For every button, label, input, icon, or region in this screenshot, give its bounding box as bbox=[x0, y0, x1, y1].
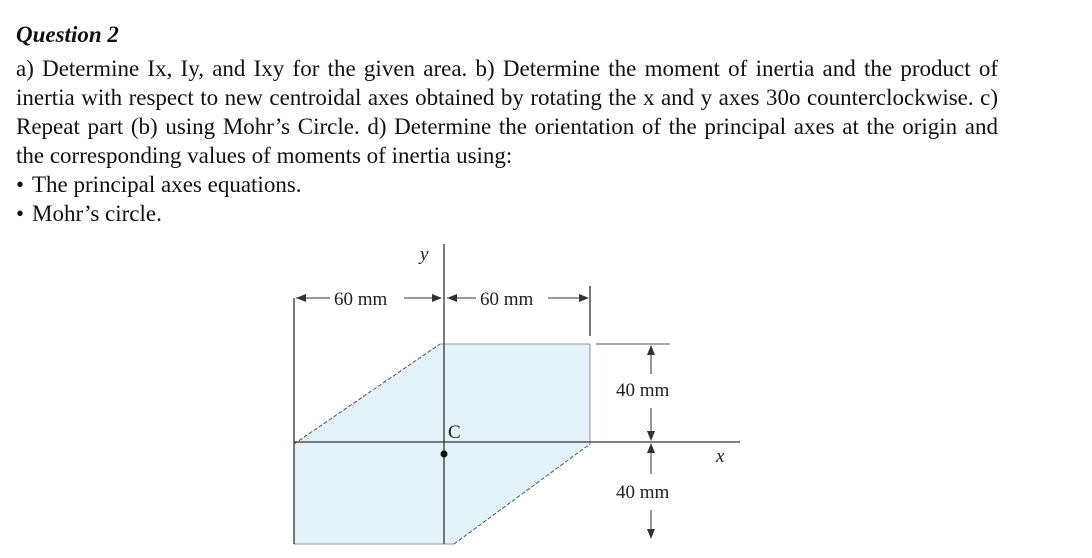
arrow-up-icon bbox=[647, 443, 655, 453]
parallelogram-area bbox=[294, 344, 590, 544]
dim-left-label: 60 mm bbox=[334, 289, 388, 310]
dim-upper-label: 40 mm bbox=[616, 380, 670, 401]
bullet-text: The principal axes equations. bbox=[32, 172, 302, 197]
bullet-icon: • bbox=[16, 172, 25, 197]
parallelogram-figure bbox=[280, 238, 740, 558]
dim-right-label: 60 mm bbox=[480, 289, 534, 310]
arrow-right-icon bbox=[579, 294, 589, 302]
question-title: Question 2 bbox=[16, 22, 119, 47]
arrow-left-icon bbox=[296, 294, 306, 302]
bullet-icon: • bbox=[16, 201, 25, 226]
x-axis-label: x bbox=[716, 446, 725, 467]
dim-lower-label: 40 mm bbox=[616, 482, 670, 503]
y-axis-label: y bbox=[420, 244, 429, 265]
figure-svg bbox=[280, 238, 740, 553]
arrow-down-icon bbox=[647, 431, 655, 441]
arrow-up-icon bbox=[647, 345, 655, 355]
bullet-item bbox=[16, 199, 162, 228]
arrow-left-icon bbox=[447, 294, 457, 302]
arrow-right-icon bbox=[432, 294, 442, 302]
centroid-point bbox=[441, 451, 448, 458]
centroid-label: C bbox=[448, 422, 461, 443]
bullet-item bbox=[16, 170, 302, 199]
bullet-text: Mohr’s circle. bbox=[32, 201, 162, 226]
question-text: a) Determine Ix, Iy, and Ixy for the given area. b) Determine the moment of inertia and the product of inertia with respect to new centroidal axes obtained by rotating the x and y axes 30o counterclockwise. c) Repeat part (b) using Mohr’s Circle. d) Determine the orientation of the principal axes at the origin and the corresponding values of moments of inertia using: bbox=[16, 56, 998, 168]
arrow-down-icon bbox=[647, 529, 655, 539]
